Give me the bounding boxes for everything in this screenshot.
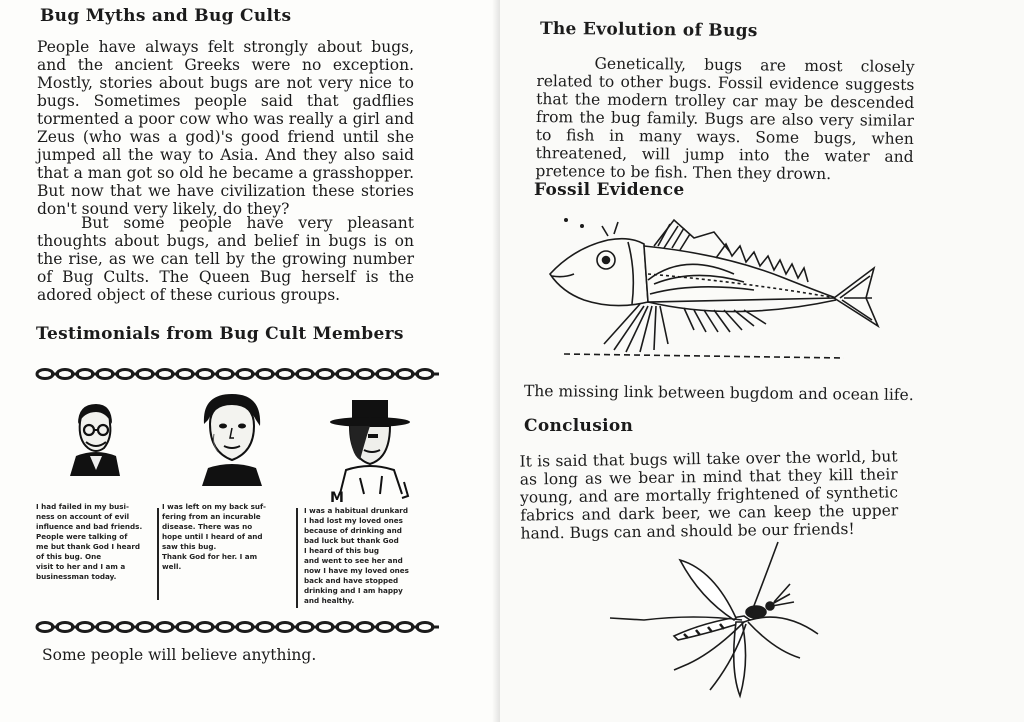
conclusion-paragraph: It is said that bugs will take over the world, but as long as we bear in mind that they kill their young, and are mortally frightened of synthetic fabrics and dark beer, we can keep the upper hand. Bugs can and should be our friends!: [519, 447, 899, 543]
chain-link: [297, 623, 313, 632]
chain-link: [137, 370, 153, 379]
chain-divider-bottom: [34, 620, 442, 634]
chain-link: [397, 370, 413, 379]
right-page: [500, 0, 1024, 722]
chain-link: [97, 370, 113, 379]
heading-fossil-evidence: Fossil Evidence: [534, 180, 685, 200]
heading-conclusion: Conclusion: [524, 416, 634, 436]
chain-link: [237, 370, 253, 379]
chain-link: [337, 623, 353, 632]
chain-link: [117, 623, 133, 632]
testimonial-2: I was left on my back suf- fering from an incurable disease. There was no hope until I heard of and saw this bug. Thank God for her. I am well.: [162, 502, 267, 571]
mosquito-icon: [604, 540, 824, 704]
chain-link: [177, 370, 193, 379]
chain-link: [57, 370, 73, 379]
chain-link: [137, 623, 153, 632]
heading-bug-myths: Bug Myths and Bug Cults: [40, 6, 292, 26]
chain-link: [337, 370, 353, 379]
chain-link: [417, 623, 433, 632]
left-page: [0, 0, 500, 722]
chain-link: [277, 370, 293, 379]
chain-link: [357, 623, 373, 632]
chain-link: [417, 370, 433, 379]
man-glasses-portrait: [66, 402, 122, 476]
chain-link: [317, 623, 333, 632]
fossil-fish-icon: [544, 212, 884, 360]
chain-link: [277, 623, 293, 632]
chain-link: [157, 370, 173, 379]
evolution-paragraph: Genetically, bugs are most closely related to other bugs. Fossil evidence suggests that the modern trolley car may be descended from the bug family. Bugs are also very similar to fish in many ways. Some bugs, when threatened, will jump into the water and pretence to be fish. Then they drown.: [535, 54, 915, 184]
woman-portrait: [196, 390, 268, 486]
chain-link: [97, 623, 113, 632]
chain-link: [237, 623, 253, 632]
closing-line: Some people will believe anything.: [42, 646, 317, 664]
chain-link: [257, 623, 273, 632]
chain-link: [197, 370, 213, 379]
chain-link: [377, 370, 393, 379]
column-rule-1: [157, 508, 159, 600]
chain-link: [37, 623, 53, 632]
man-hat-portrait: [330, 398, 412, 508]
chain-link: [217, 623, 233, 632]
chain-link: [317, 370, 333, 379]
column-rule-2: [296, 508, 298, 608]
chain-link: [297, 370, 313, 379]
heading-evolution: The Evolution of Bugs: [539, 18, 758, 42]
chain-link: [57, 623, 73, 632]
chain-link: [377, 623, 393, 632]
chain-link: [77, 623, 93, 632]
chain-link: [397, 623, 413, 632]
chain-link: [217, 370, 233, 379]
testimonial-3: I was a habitual drunkard I had lost my loved ones because of drinking and bad luck but thank God I heard of this bug and went to see her and now I have my loved ones back and have stopped drinking and I am happy and healthy.: [304, 506, 409, 605]
chain-link: [197, 623, 213, 632]
svg-text:M: M: [330, 490, 344, 506]
chain-link: [117, 370, 133, 379]
chain-divider-top: [34, 367, 442, 381]
testimonial-1: I had failed in my busi- ness on account of evil influence and bad friends. People were talking of me but thank God I heard of this bug. One visit to her and I am a businessman today.: [36, 502, 143, 581]
myths-paragraph-2: But some people have very pleasant thoughts about bugs, and belief in bugs is on the rise, as we can tell by the growing number of Bug Cults. The Queen Bug herself is the adored object of these curious groups.: [37, 214, 414, 304]
fossil-caption: The missing link between bugdom and ocean life.: [523, 381, 914, 405]
chain-link: [37, 370, 53, 379]
heading-testimonials: Testimonials from Bug Cult Members: [36, 324, 404, 344]
chain-link: [157, 623, 173, 632]
chain-link: [357, 370, 373, 379]
chain-link: [177, 623, 193, 632]
chain-link: [257, 370, 273, 379]
chain-link: [77, 370, 93, 379]
myths-paragraph-1: People have always felt strongly about bugs, and the ancient Greeks were no exception. Mostly, stories about bugs are not very nice to bugs. Sometimes people said that gadflies tormented a poor cow who was really a girl and Zeus (who was a god)'s good friend until she jumped all the way to Asia. And they also said that a man got so old he became a grasshopper. But now that we have civilization these stories don't sound very likely, do they?: [37, 38, 414, 218]
